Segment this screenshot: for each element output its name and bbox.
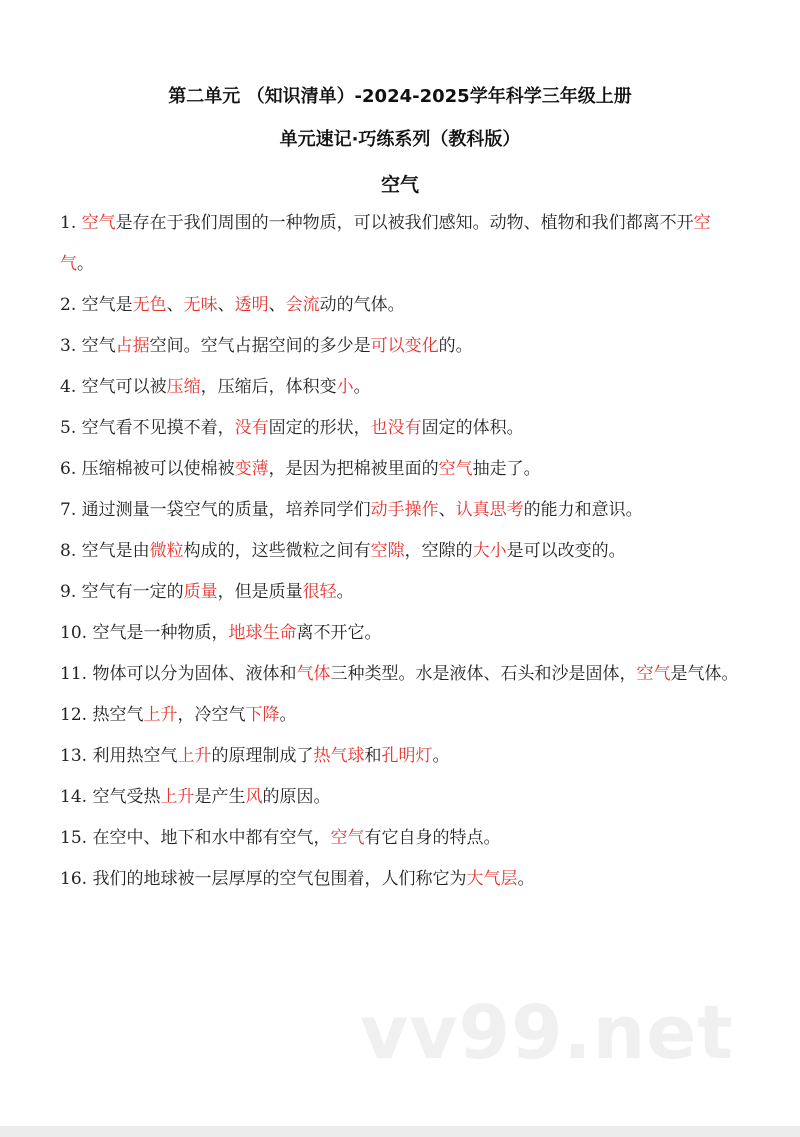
list-item bbox=[60, 531, 740, 572]
item-text: 的。 bbox=[438, 336, 473, 356]
list-item bbox=[60, 408, 740, 449]
list-item bbox=[60, 490, 740, 531]
item-text: 5. 空气看不见摸不着， bbox=[60, 418, 235, 438]
highlighted-term: 没有 bbox=[234, 418, 269, 438]
item-text: ，但是质量 bbox=[217, 582, 303, 602]
highlighted-term: 会流 bbox=[285, 295, 320, 315]
list-item bbox=[60, 203, 740, 285]
item-text: 10. 空气是一种物质， bbox=[60, 623, 229, 643]
highlighted-term: 质量 bbox=[183, 582, 218, 602]
highlighted-term: 地球生命 bbox=[228, 623, 297, 643]
highlighted-term: 热气球 bbox=[313, 746, 365, 766]
list-item bbox=[60, 695, 740, 736]
highlighted-term: 认真思考 bbox=[455, 500, 524, 520]
highlighted-term: 微粒 bbox=[149, 541, 184, 561]
list-item bbox=[60, 326, 740, 367]
item-text: 4. 空气可以被 bbox=[60, 377, 167, 397]
highlighted-term: 下降 bbox=[245, 705, 280, 725]
highlighted-term: 占据 bbox=[115, 336, 150, 356]
item-text: 是气体。 bbox=[670, 664, 739, 684]
watermark: vv99.net bbox=[360, 990, 734, 1076]
page-bottom-edge bbox=[0, 1126, 800, 1137]
item-text: 、 bbox=[438, 500, 456, 520]
item-text: 2. 空气是 bbox=[60, 295, 133, 315]
highlighted-term: 气体 bbox=[296, 664, 331, 684]
list-item bbox=[60, 859, 740, 900]
highlighted-term: 可以变化 bbox=[370, 336, 439, 356]
item-text: ，压缩后，体积变 bbox=[200, 377, 337, 397]
item-text: 、 bbox=[166, 295, 184, 315]
item-text: 1. bbox=[60, 213, 82, 233]
item-text: 。 bbox=[432, 746, 450, 766]
item-text: 固定的形状， bbox=[268, 418, 371, 438]
item-text: 。 bbox=[336, 582, 354, 602]
highlighted-term: 空气 bbox=[81, 213, 116, 233]
item-text: 是产生 bbox=[194, 787, 246, 807]
item-text: 7. 通过测量一袋空气的质量，培养同学们 bbox=[60, 500, 371, 520]
item-text: 动的气体。 bbox=[319, 295, 405, 315]
item-text: 抽走了。 bbox=[472, 459, 541, 479]
highlighted-term: 上升 bbox=[143, 705, 178, 725]
item-text: 9. 空气有一定的 bbox=[60, 582, 184, 602]
item-text: 的原理制成了 bbox=[211, 746, 314, 766]
list-item bbox=[60, 449, 740, 490]
highlighted-term: 大小 bbox=[472, 541, 507, 561]
item-text: 6. 压缩棉被可以使棉被 bbox=[60, 459, 235, 479]
highlighted-term: 无色 bbox=[132, 295, 167, 315]
list-item bbox=[60, 572, 740, 613]
item-text: 12. 热空气 bbox=[60, 705, 144, 725]
item-text: 。 bbox=[77, 254, 94, 274]
item-text: 。 bbox=[353, 377, 371, 397]
item-text: 空间。空气占据空间的多少是 bbox=[149, 336, 371, 356]
document-title: 第二单元 （知识清单）-2024-2025学年科学三年级上册 bbox=[168, 86, 632, 107]
highlighted-term: 动手操作 bbox=[370, 500, 439, 520]
list-item bbox=[60, 367, 740, 408]
highlighted-term: 压缩 bbox=[166, 377, 201, 397]
item-text: 。 bbox=[517, 869, 535, 889]
item-text: 16. 我们的地球被一层厚厚的空气包围着，人们称它为 bbox=[60, 869, 467, 889]
item-text: ，是因为把棉被里面的 bbox=[268, 459, 439, 479]
item-text: 离不开它。 bbox=[296, 623, 382, 643]
item-text: ，冷空气 bbox=[177, 705, 246, 725]
list-item bbox=[60, 818, 740, 859]
item-text: 。 bbox=[279, 705, 297, 725]
highlighted-term: 风 bbox=[245, 787, 263, 807]
highlighted-term: 很轻 bbox=[302, 582, 337, 602]
list-item bbox=[60, 285, 740, 326]
section-title: 空气 bbox=[380, 174, 419, 196]
highlighted-term: 空隙 bbox=[370, 541, 405, 561]
highlighted-term: 透明 bbox=[234, 295, 269, 315]
document-subtitle: 单元速记·巧练系列（教科版） bbox=[279, 129, 521, 150]
item-text: 、 bbox=[268, 295, 286, 315]
item-text: 15. 在空中、地下和水中都有空气， bbox=[60, 828, 331, 848]
item-text: 固定的体积。 bbox=[421, 418, 524, 438]
item-text: 是存在于我们周围的一种物质，可以被我们感知。动物、植物和我们都离不开 bbox=[115, 213, 694, 233]
list-item bbox=[60, 777, 740, 818]
item-text: 13. 利用热空气 bbox=[60, 746, 178, 766]
list-item bbox=[60, 736, 740, 777]
highlighted-term: 空气 bbox=[636, 664, 671, 684]
highlighted-term: 变薄 bbox=[234, 459, 269, 479]
item-text: 和 bbox=[364, 746, 382, 766]
highlighted-term: 无味 bbox=[183, 295, 218, 315]
item-text: 的原因。 bbox=[262, 787, 331, 807]
item-text: 3. 空气 bbox=[60, 336, 116, 356]
highlighted-term: 空气 bbox=[330, 828, 365, 848]
list-item bbox=[60, 613, 740, 654]
item-text: 三种类型。水是液体、石头和沙是固体， bbox=[330, 664, 637, 684]
item-text: 14. 空气受热 bbox=[60, 787, 161, 807]
highlighted-term: 孔明灯 bbox=[381, 746, 433, 766]
item-text: 是可以改变的。 bbox=[506, 541, 626, 561]
item-text: ，空隙的 bbox=[404, 541, 473, 561]
item-text: 、 bbox=[217, 295, 235, 315]
highlighted-term: 小 bbox=[336, 377, 354, 397]
highlighted-term: 空气 bbox=[438, 459, 473, 479]
highlighted-term: 上升 bbox=[160, 787, 195, 807]
item-text: 8. 空气是由 bbox=[60, 541, 150, 561]
list-item bbox=[60, 654, 740, 695]
item-text: 的能力和意识。 bbox=[523, 500, 643, 520]
item-text: 构成的，这些微粒之间有 bbox=[183, 541, 371, 561]
highlighted-term: 上升 bbox=[177, 746, 212, 766]
highlighted-term: 大气层 bbox=[466, 869, 518, 889]
item-text: 11. 物体可以分为固体、液体和 bbox=[60, 664, 297, 684]
highlighted-term: 也没有 bbox=[370, 418, 422, 438]
item-text: 有它自身的特点。 bbox=[364, 828, 501, 848]
knowledge-list bbox=[60, 203, 740, 900]
highlighted-term: 空气 bbox=[60, 213, 711, 274]
